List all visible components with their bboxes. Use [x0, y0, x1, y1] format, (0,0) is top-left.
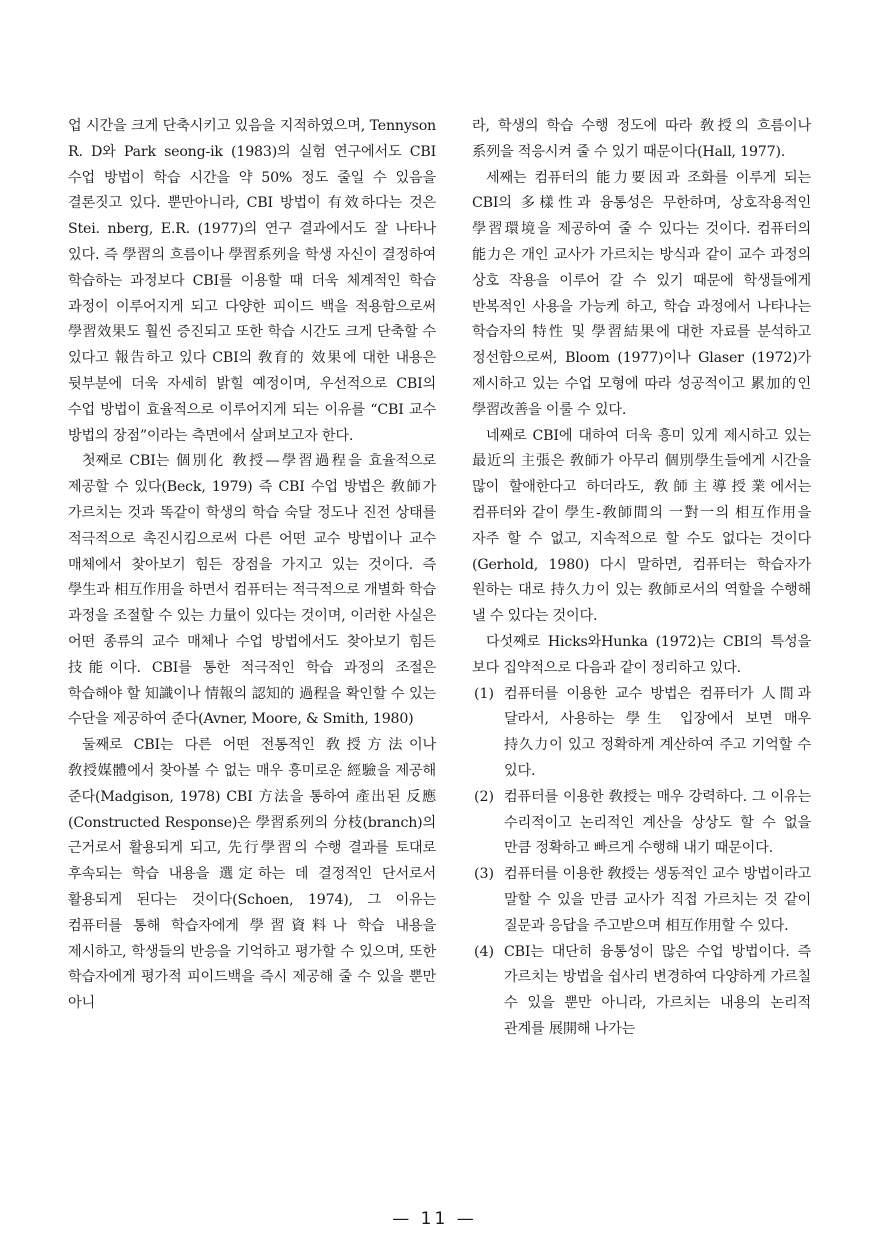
page-number: — 11 —: [392, 1209, 477, 1229]
paragraph: 첫째로 CBI는 個別化 敎授—學習過程을 효율적으로 제공할 수 있다(Beck, 1979) 즉 CBI 수업 방법은 敎師가 가르치는 것과 똑같이 학생의 학습 숙달 정도나 진전 상태를 적극적으로 촉진시킴으로써 다른 어떤 교수 방법이나 교수 매체에서 찾아보기 힘든 장점을 가지고 있는 것이다. 즉 學生과 相互作用을 하면서 컴퓨터는 적극적으로 개별화 학습 과정을 조절할 수 있는 力量이 있다는 것이며, 이러한 사실은 어떤 종류의 교수 매체나 수업 방법에서도 찾아보기 힘든 技能이다. CBI를 통한 적극적인 학습 과정의 조절은 학습해야 할 知識이나 情報의 認知的 過程을 확인할 수 있는 수단을 제공하여 준다(Avner, Moore, & Smith, 1980): [68, 453, 436, 728]
paragraph: 업 시간을 크게 단축시키고 있음을 지적하였으며, Tennyson R. D와 Park seong-ik (1983)의 실험 연구에서도 CBI 수업 방법이 학습 시간을 약 50% 정도 줄일 수 있음을 결론짓고 있다. 뿐만아니라, CBI 방법이 有效하다는 것은 Stei. nberg, E.R. (1977)의 연구 결과에서도 잘 나타나 있다. 즉 學習의 흐름이나 學習系列을 학생 자신이 결정하여 학습하는 과정보다 CBI를 이용할 때 더욱 체계적인 학습 과정이 이루어지게 되고 다양한 피이드 백을 적용함으로써 學習效果도 훨씬 증진되고 또한 학습 시간도 크게 단축할 수 있다고 報告하고 있다 CBI의 敎育的 效果에 대한 내용은 뒷부분에 더욱 자세히 밝힐 예정이며, 우선적으로 CBI의 수업 방법이 효율적으로 이루어지게 되는 이유를 “CBI 교수 방법의 장점”이라는 측면에서 살펴보고자 한다.: [68, 118, 436, 444]
paragraph: 세째는 컴퓨터의 能力要因과 조화를 이루게 되는 CBI의 多樣性과 융통성은 무한하며, 상호작용적인 學習環境을 제공하여 줄 수 있다는 것이다. 컴퓨터의 能力은 개인 교사가 가르치는 방식과 같이 교수 과정의 상호 작용을 이루어 갈 수 있기 때문에 학생들에게 반복적인 사용을 가능케 하고, 학습 과정에서 나타나는 학습자의 特性 및 學習結果에 대한 자료를 분석하고 정선함으로써, Bloom (1977)이나 Glaser (1972)가 제시하고 있는 수업 모형에 따라 성공적이고 累加的인 學習改善을 이룰 수 있다.: [472, 169, 811, 418]
list-item-number: (2): [474, 788, 495, 805]
right-column: [472, 114, 811, 1043]
list-item-number: (3): [474, 866, 495, 883]
paragraph: 둘째로 CBI는 다른 어떤 전통적인 敎授方法이나 敎授媒體에서 찾아볼 수 없는 매우 흥미로운 經驗을 제공해 준다(Madgison, 1978) CBI 方法을 통하여 產出된 反應(Constructed Response)은 學習系列의 分枝(branch)의 근거로서 활용되게 되고, 先行學習의 수행 결과를 토대로 후속되는 학습 내용을 選定하는 데 결정적인 단서로서 활용되게 된다는 것이다(Schoen, 1974), 그 이유는 컴퓨터를 통해 학습자에게 學習資料나 학습 내용을 제시하고, 학생들의 반응을 기억하고 평가할 수 있으며, 또한 학습자에게 평가적 피이드백을 즉시 제공해 줄 수 있을 뿐만 아니: [68, 737, 436, 1012]
paragraph: 라, 학생의 학습 수행 정도에 따라 敎授의 흐름이나 系列을 적응시켜 줄 수 있기 때문이다(Hall, 1977).: [472, 118, 811, 160]
list-item: [474, 785, 811, 862]
paragraph: 네째로 CBI에 대하여 더욱 흥미 있게 제시하고 있는 最近의 主張은 敎師가 아무리 個別學生들에게 시간을 많이 할애한다고 하더라도, 敎師主導授業에서는 컴퓨터와 같이 學生-敎師間의 一對一의 相互作用을 자주 할 수 없고, 지속적으로 할 수도 없다는 것이다(Gerhold, 1980) 다시 말하면, 컴퓨터는 학습자가 원하는 대로 持久力이 있는 敎師로서의 역할을 수행해 낼 수 있다는 것이다.: [472, 427, 811, 625]
list-item-number: (1): [474, 685, 495, 702]
list-item: [474, 940, 811, 1043]
list-item-text: 컴퓨터를 이용한 敎授는 생동적인 교수 방법이라고 말할 수 있을 만큼 교사가 직접 가르치는 것 같이 질문과 응답을 주고받으며 相互作用할 수 있다.: [504, 866, 811, 934]
list-item-text: 컴퓨터를 이용한 교수 방법은 컴퓨터가 人間과 달라서, 사용하는 學生 입장에서 보면 매우 持久力이 있고 정확하게 계산하여 주고 기억할 수 있다.: [504, 685, 811, 779]
list-item: [474, 862, 811, 939]
left-column: [68, 114, 436, 1017]
list-item-number: (4): [474, 943, 495, 960]
list-item: [474, 682, 811, 785]
list-item-text: 컴퓨터를 이용한 敎授는 매우 강력하다. 그 이유는 수리적이고 논리적인 계산을 상상도 할 수 없을 만큼 정확하고 빠르게 수행해 내기 때문이다.: [504, 788, 811, 857]
list-item-text: CBI는 대단히 융통성이 많은 수업 방법이다. 즉 가르치는 방법을 쉽사리 변경하여 다양하게 가르칠 수 있을 뿐만 아니라, 가르치는 내용의 논리적 관계를 展開해 나가는: [504, 943, 811, 1037]
paragraph: 다섯째로 Hicks와Hunka (1972)는 CBI의 특성을 보다 집약적으로 다음과 같이 정리하고 있다.: [472, 633, 811, 676]
